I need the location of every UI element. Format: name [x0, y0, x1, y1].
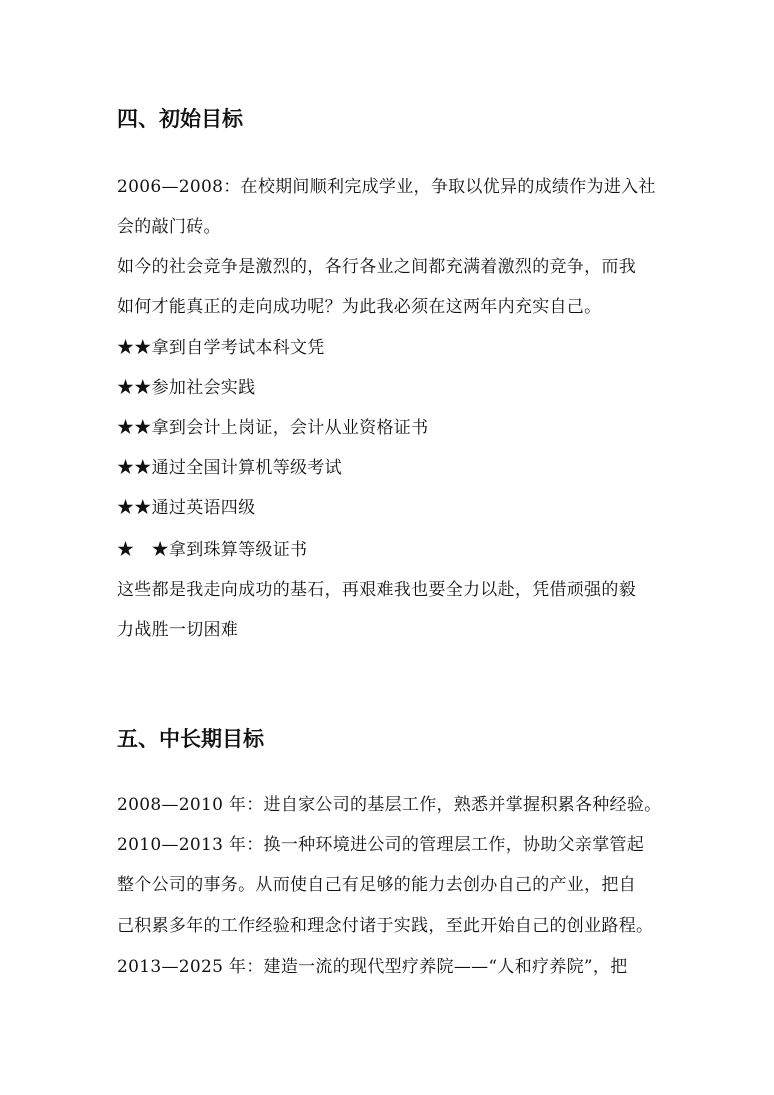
paragraph-line: 力战胜一切困难: [117, 620, 239, 640]
goal-list-item: ★★通过英语四级: [117, 498, 256, 518]
paragraph-line: 2008—2010 年：进自家公司的基层工作，熟悉并掌握积累各种经验。: [117, 795, 662, 815]
paragraph-line: 整个公司的事务。从而使自己有足够的能力去创办自己的产业，把自: [117, 875, 636, 895]
paragraph-line: 2006—2008：在校期间顺利完成学业，争取以优异的成绩作为进入社: [117, 177, 656, 197]
paragraph-line: 2013—2025 年：建造一流的现代型疗养院——“人和疗养院”，把: [117, 957, 628, 977]
paragraph-line: 会的敲门砖。: [117, 217, 221, 237]
paragraph-line: 己积累多年的工作经验和理念付诸于实践，至此开始自己的创业路程。: [117, 916, 654, 936]
goal-list-item: ★★拿到会计上岗证，会计从业资格证书: [117, 418, 429, 438]
goal-list-item: ★★参加社会实践: [117, 378, 256, 398]
paragraph-line: 2010—2013 年：换一种环境进公司的管理层工作，协助父亲掌管起: [117, 835, 645, 855]
section-heading-initial-goals: 四、初始目标: [117, 107, 243, 131]
paragraph-line: 如何才能真正的走向成功呢？为此我必须在这两年内充实自己。: [117, 297, 602, 317]
goal-list-item: ★ ★拿到珠算等级证书: [117, 540, 308, 560]
goal-list-item: ★★通过全国计算机等级考试: [117, 458, 342, 478]
paragraph-line: 如今的社会竞争是激烈的，各行各业之间都充满着激烈的竞争，而我: [117, 257, 636, 277]
section-heading-long-term-goals: 五、中长期目标: [117, 727, 264, 751]
paragraph-line: 这些都是我走向成功的基石，再艰难我也要全力以赴，凭借顽强的毅: [117, 580, 636, 600]
goal-list-item: ★★拿到自学考试本科文凭: [117, 338, 325, 358]
